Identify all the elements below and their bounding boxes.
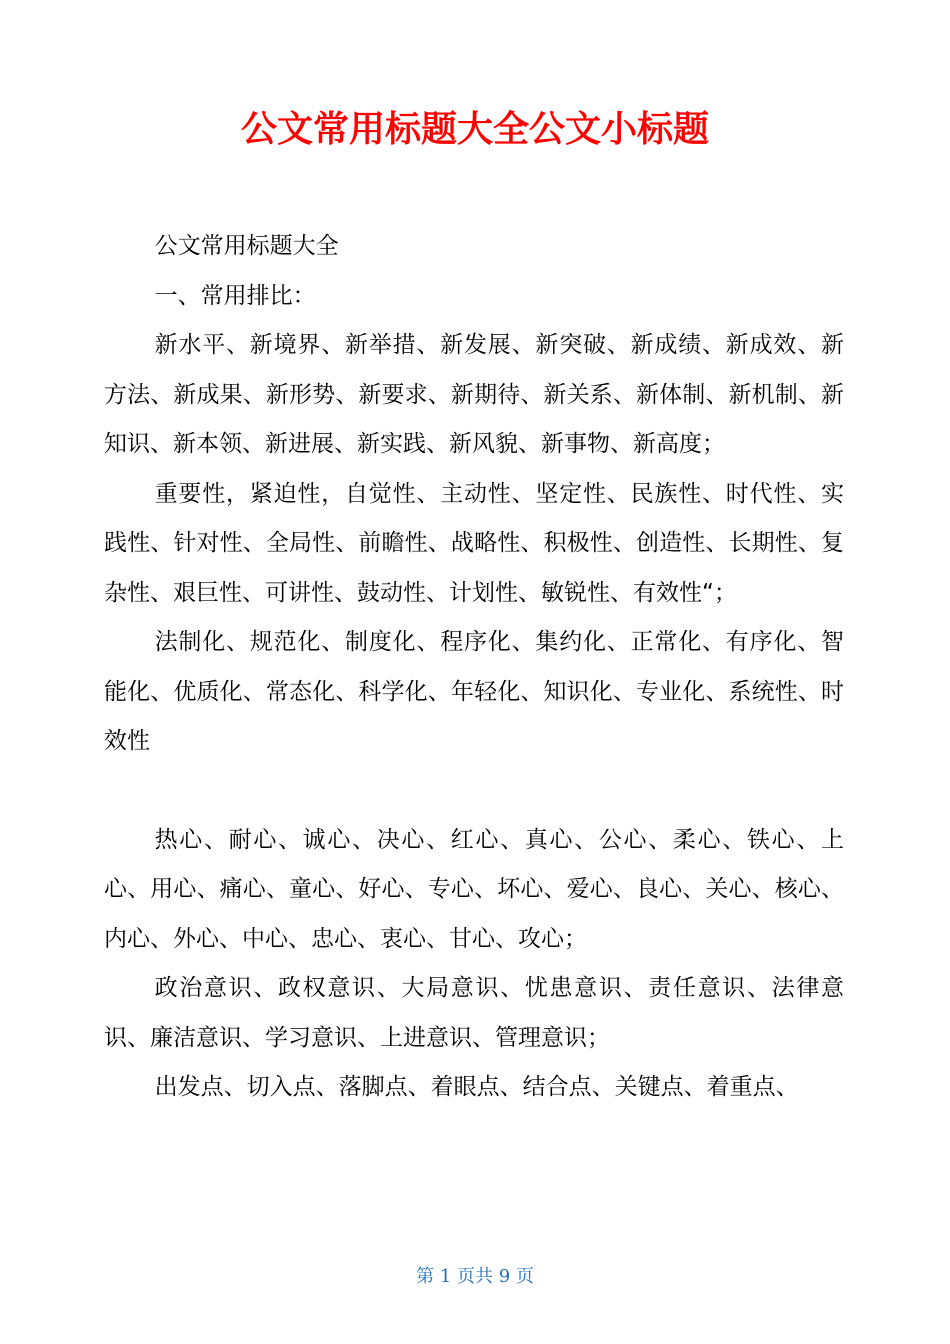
subsection-heading: 一、常用排比： bbox=[154, 282, 316, 309]
paragraph-awareness: 政治意识、政权意识、大局意识、忧患意识、责任意识、法律意识、廉洁意识、学习意识、上进意识、管理意识； bbox=[104, 975, 844, 1051]
document-body bbox=[104, 222, 844, 1113]
document-title: 公文常用标题大全公文小标题 bbox=[240, 109, 709, 150]
paragraph-new: 新水平、新境界、新举措、新发展、新突破、新成绩、新成效、新方法、新成果、新形势、新要求、新期待、新关系、新体制、新机制、新知识、新本领、新进展、新实践、新风貌、新事物、新高度； bbox=[104, 332, 844, 457]
page-footer: 第 1 页共 9 页 bbox=[416, 1266, 534, 1287]
section-heading: 公文常用标题大全 bbox=[154, 233, 339, 259]
paragraph-ization: 法制化、规范化、制度化、程序化、集约化、正常化、有序化、智能化、优质化、常态化、科学化、年轻化、知识化、专业化、系统性、时效性 bbox=[104, 629, 844, 754]
paragraph-heart: 热心、耐心、诚心、决心、红心、真心、公心、柔心、铁心、上心、用心、痛心、童心、好心、专心、坏心、爱心、良心、关心、核心、内心、外心、中心、忠心、衷心、甘心、攻心； bbox=[104, 826, 844, 952]
paragraph-points: 出发点、切入点、落脚点、着眼点、结合点、关键点、着重点、 bbox=[154, 1074, 799, 1100]
paragraph-nature: 重要性，紧迫性，自觉性、主动性、坚定性、民族性、时代性、实践性、针对性、全局性、前瞻性、战略性、积极性、创造性、长期性、复杂性、艰巨性、可讲性、鼓动性、计划性、敏锐性、有效性“； bbox=[104, 480, 844, 606]
